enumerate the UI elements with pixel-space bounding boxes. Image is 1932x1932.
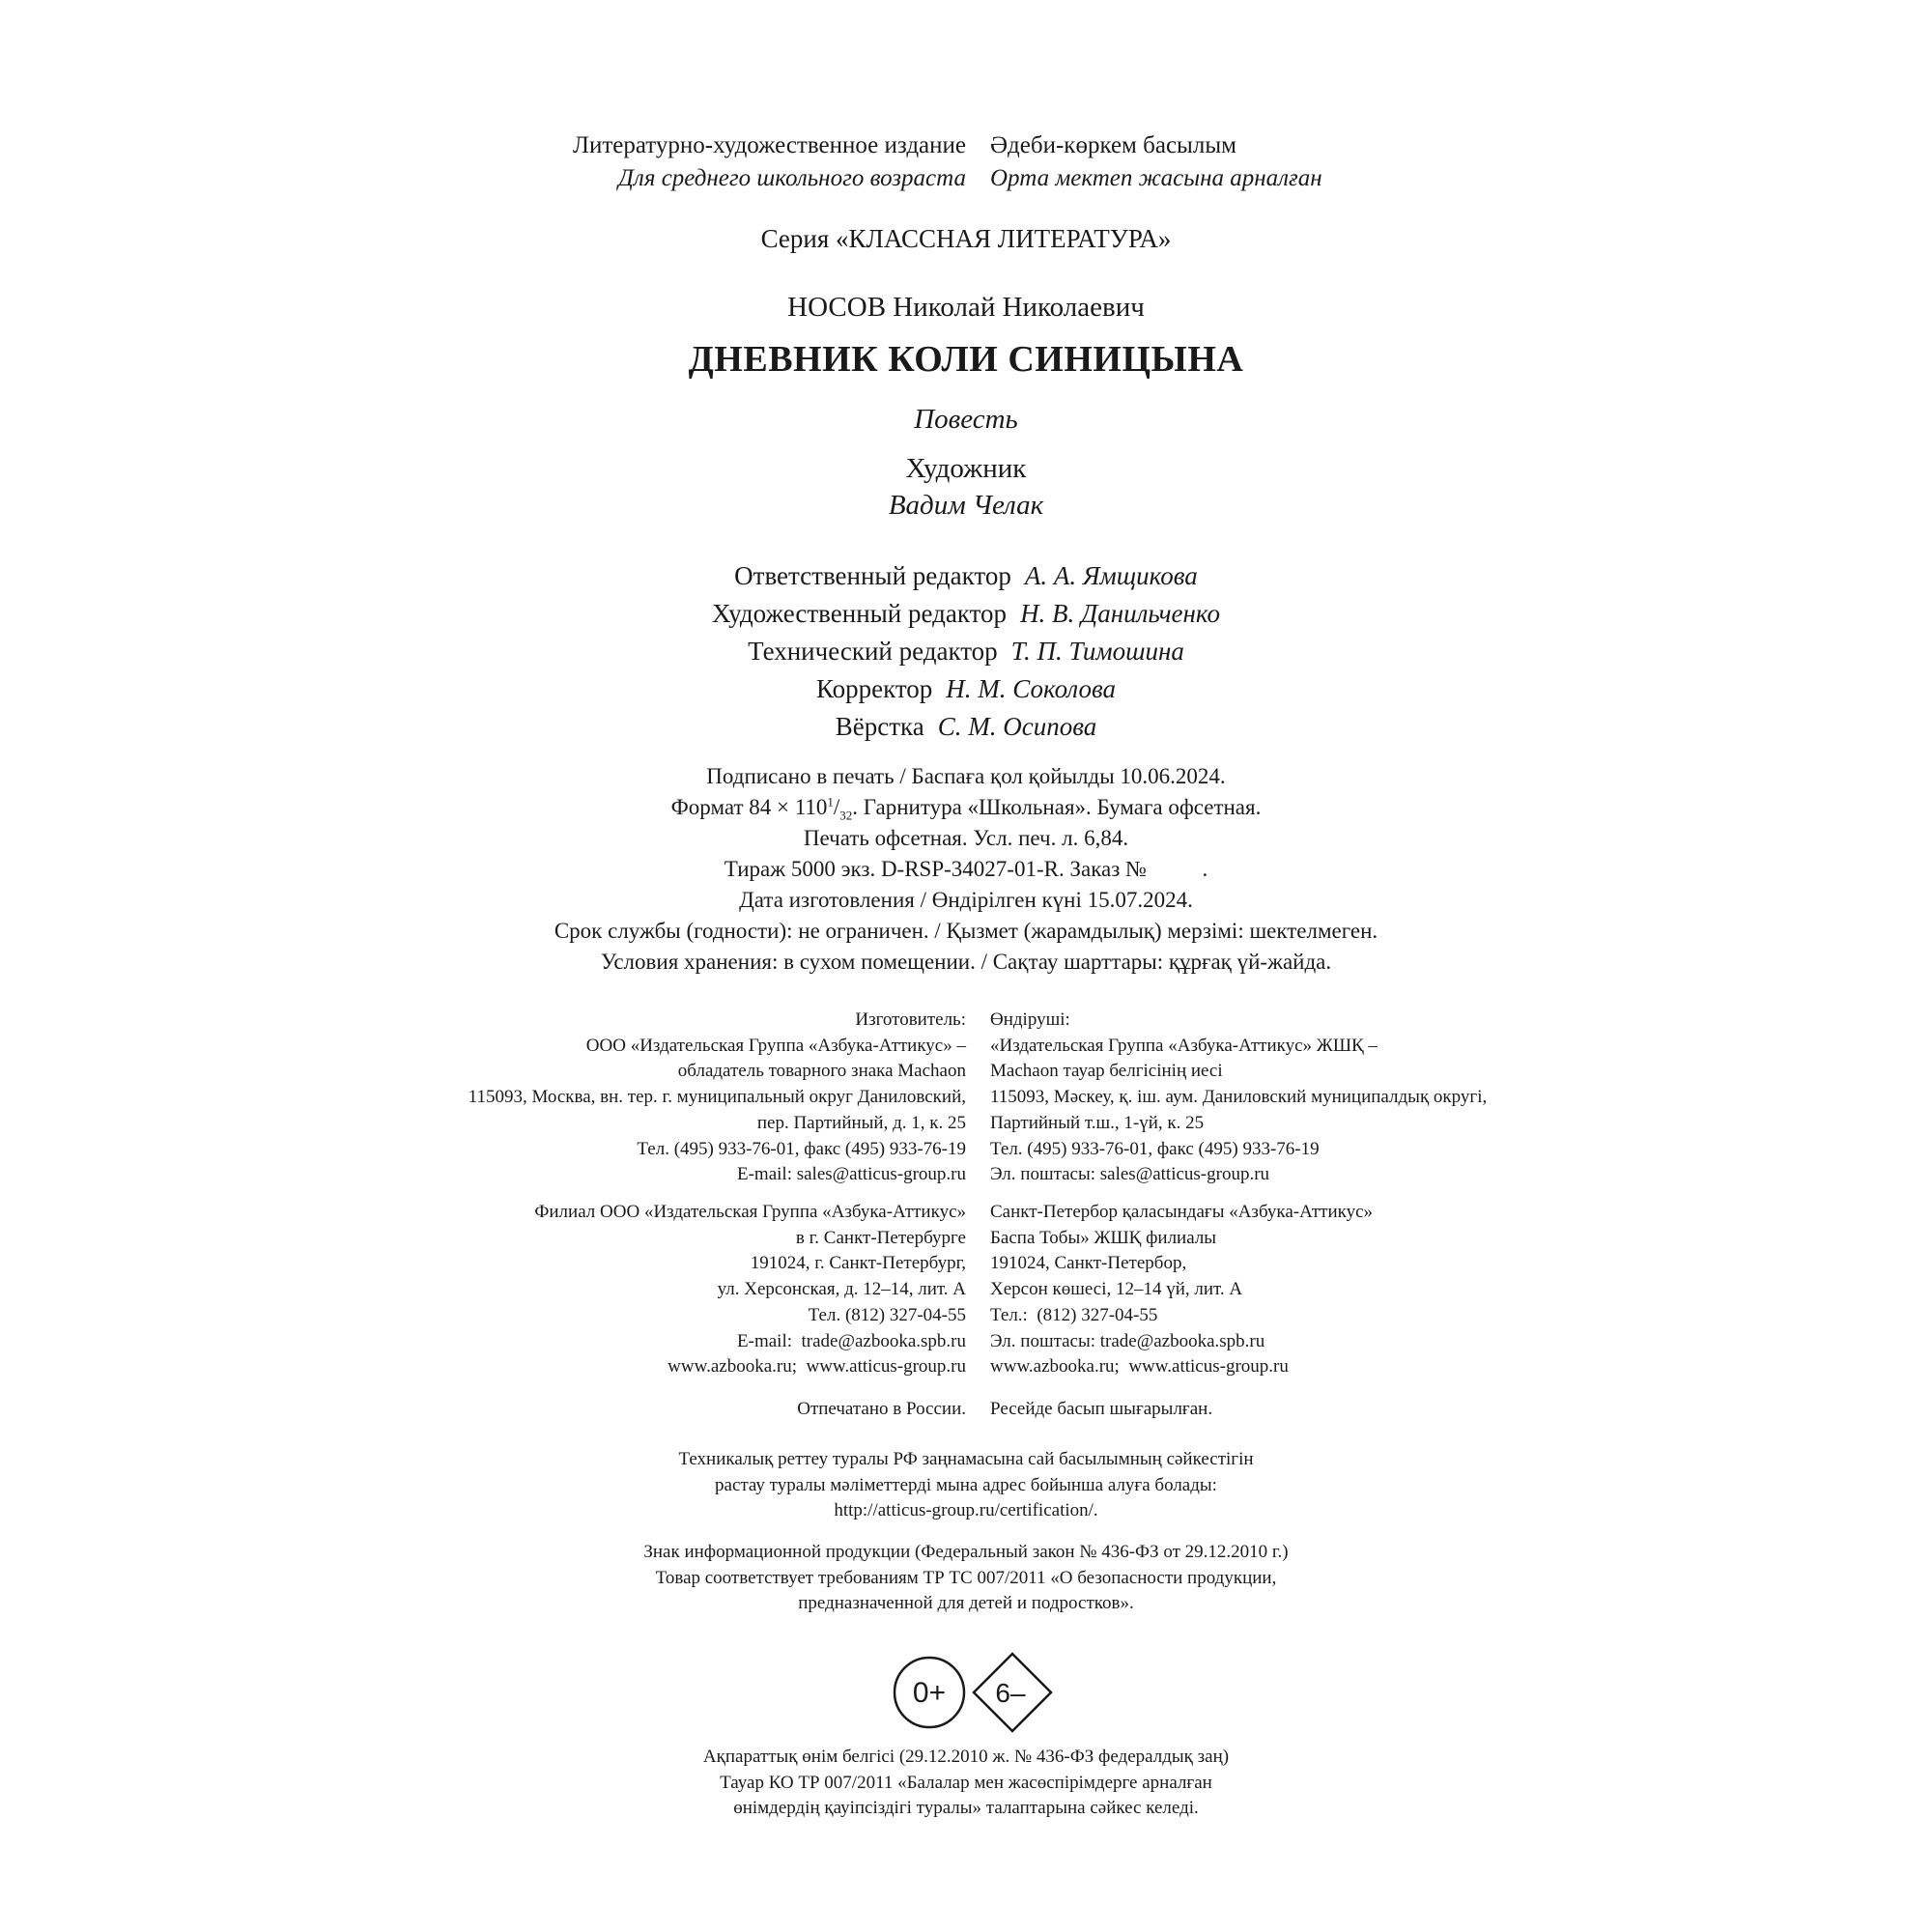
age-group-kz: Орта мектеп жасына арналған [990, 165, 1322, 191]
branch-kz-line: Эл. поштасы: trade@azbooka.spb.ru [990, 1330, 1265, 1351]
sign-ru-line: предназначенной для детей и подростков». [798, 1593, 1134, 1613]
staff-name: Н. В. Данильченко [1020, 599, 1221, 628]
imprint-run: Тираж 5000 экз. D-RSP-34027-01-R. Заказ № . [724, 857, 1208, 881]
age-group-ru: Для среднего школьного возраста [618, 165, 966, 191]
staff-row [0, 708, 1932, 746]
maker-kz [990, 1008, 1666, 1188]
certification-note [0, 1447, 1932, 1524]
maker-kz-line: 115093, Мәскеу, қ. іш. аум. Даниловский муниципалдық округі, [990, 1087, 1488, 1108]
staff-name: Н. М. Соколова [946, 674, 1117, 703]
branch-ru [290, 1200, 966, 1380]
branch-kz-line: www.azbooka.ru; www.atticus-group.ru [990, 1356, 1289, 1378]
cert-line: растау туралы мәліметтерді мына адрес бойынша алуға болады: [715, 1474, 1217, 1495]
staff-name: Т. П. Тимошина [1010, 637, 1184, 666]
genre: Повесть [914, 404, 1018, 435]
branch-kz-line: Тел.: (812) 327-04-55 [990, 1304, 1158, 1325]
printed-kz: Ресейде басып шығарылған. [990, 1399, 1213, 1419]
branch-ru-line: 191024, г. Санкт-Петербург, [750, 1253, 966, 1274]
header-kz [990, 129, 1570, 195]
staff-role: Вёрстка [835, 712, 924, 741]
maker-kz-line: Machaon тауар белгісінің иесі [990, 1061, 1223, 1082]
branch-kz-line: Херсон көшесі, 12–14 үй, лит. А [990, 1279, 1243, 1300]
maker-kz-line: Өндіруші: [990, 1009, 1070, 1030]
artist-name: Вадим Челак [888, 490, 1044, 521]
maker-ru-line: ООО «Издательская Группа «Азбука-Аттикус» – [585, 1035, 966, 1056]
staff-row [0, 670, 1932, 708]
imprint-format [0, 792, 1932, 823]
staff-list [0, 557, 1932, 746]
branch-ru-line: www.azbooka.ru; www.atticus-group.ru [668, 1356, 966, 1378]
format-rest: . Гарнитура «Школьная». Бумага офсетная. [852, 795, 1262, 819]
staff-row [0, 557, 1932, 595]
staff-row [0, 633, 1932, 670]
printed-ru: Отпечатано в России. [797, 1399, 966, 1419]
imprint-signed: Подписано в печать / Баспаға қол қойылды 10.06.2024. [706, 764, 1226, 788]
maker-ru-line: Изготовитель: [855, 1009, 966, 1030]
maker-ru [290, 1008, 966, 1188]
info-sign-ru [0, 1540, 1932, 1617]
staff-role: Технический редактор [748, 637, 998, 666]
imprint-date: Дата изготовления / Өндірілген күні 15.07.2024. [739, 888, 1193, 912]
imprint [0, 761, 1932, 978]
format-slash: / [833, 795, 840, 819]
maker-ru-line: Тел. (495) 933-76-01, факс (495) 933-76-19 [637, 1138, 966, 1159]
staff-row [0, 595, 1932, 633]
maker-ru-line: пер. Партийный, д. 1, к. 25 [756, 1112, 966, 1133]
sign-ru-line: Товар соответствует требованиям ТР ТС 007/2011 «О безопасности продукции, [655, 1567, 1277, 1588]
diamond-badge-text: 6– [995, 1678, 1026, 1708]
circle-badge-icon [893, 1656, 966, 1729]
artist-label: Художник [905, 453, 1027, 484]
staff-name: С. М. Осипова [937, 712, 1097, 741]
sign-kz-line: өнімдердің қауіпсіздігі туралы» талаптарына сәйкес келеді. [733, 1798, 1199, 1818]
branch-ru-line: в г. Санкт-Петербурге [795, 1227, 966, 1248]
sign-kz-line: Ақпараттық өнім белгісі (29.12.2010 ж. № 436-ФЗ федералдық заң) [702, 1747, 1230, 1767]
staff-role: Ответственный редактор [734, 561, 1011, 590]
imprint-print: Печать офсетная. Усл. печ. л. 6,84. [803, 826, 1129, 850]
imprint-shelf-life: Срок службы (годности): не ограничен. / Қызмет (жарамдылық) мерзімі: шектелмеген. [554, 919, 1378, 943]
branch-kz-line: Санкт-Петербор қаласындағы «Азбука-Аттикус» [990, 1202, 1374, 1222]
branch-ru-line: Филиал ООО «Издательская Группа «Азбука-Аттикус» [534, 1202, 966, 1222]
age-rating-badge [893, 1656, 966, 1729]
format-size: Формат 84 × 110 [670, 795, 828, 819]
maker-kz-line: Тел. (495) 933-76-01, факс (495) 933-76-19 [990, 1138, 1320, 1159]
format-denominator: 32 [839, 808, 853, 823]
branch-kz [990, 1200, 1666, 1380]
branch-ru-line: ул. Херсонская, д. 12–14, лит. А [717, 1279, 966, 1300]
maker-ru-line: обладатель товарного знака Machaon [677, 1061, 966, 1082]
branch-ru-line: Тел. (812) 327-04-55 [808, 1304, 966, 1325]
cert-line: http://atticus-group.ru/certification/. [834, 1500, 1098, 1520]
maker-kz-line: Эл. поштасы: sales@atticus-group.ru [990, 1164, 1270, 1185]
edition-type-kz: Әдеби-көркем басылым [990, 132, 1236, 158]
sign-ru-line: Знак информационной продукции (Федеральный закон № 436-ФЗ от 29.12.2010 г.) [643, 1542, 1289, 1562]
maker-kz-line: Партийный т.ш., 1-үй, к. 25 [990, 1112, 1205, 1133]
staff-role: Художественный редактор [711, 599, 1008, 628]
maker-ru-line: E-mail: sales@atticus-group.ru [737, 1164, 966, 1185]
sign-kz-line: Тауар КО ТР 007/2011 «Балалар мен жасөспірімдерге арналған [720, 1772, 1212, 1793]
staff-role: Корректор [815, 674, 933, 703]
series: Серия «КЛАССНАЯ ЛИТЕРАТУРА» [760, 224, 1172, 253]
format-numerator: 1 [827, 794, 834, 810]
diamond-badge [972, 1652, 1053, 1733]
diamond-badge-icon [972, 1652, 1053, 1733]
staff-name: А. А. Ямщикова [1024, 561, 1198, 590]
author: НОСОВ Николай Николаевич [787, 292, 1145, 323]
maker-ru-line: 115093, Москва, вн. тер. г. муниципальный округ Даниловский, [468, 1087, 966, 1108]
branch-ru-line: E-mail: trade@azbooka.spb.ru [737, 1330, 966, 1351]
cert-line: Техникалық реттеу туралы РФ заңнамасына сай басылымның сәйкестігін [678, 1449, 1254, 1469]
maker-kz-line: «Издательская Группа «Азбука-Аттикус» ЖШҚ – [990, 1035, 1378, 1056]
age-rating-text: 0+ [912, 1677, 947, 1709]
branch-kz-line: Баспа Тобы» ЖШҚ филиалы [990, 1227, 1217, 1248]
info-sign-kz [0, 1745, 1932, 1822]
book-title: ДНЕВНИК КОЛИ СИНИЦЫНА [688, 339, 1244, 380]
header-ru [386, 129, 966, 195]
edition-type-ru: Литературно-художественное издание [573, 132, 966, 158]
artist-block [0, 450, 1932, 524]
branch-kz-line: 191024, Санкт-Петербор, [990, 1253, 1187, 1274]
imprint-storage: Условия хранения: в сухом помещении. / Сақтау шарттары: құрғақ үй-жайда. [600, 950, 1332, 974]
